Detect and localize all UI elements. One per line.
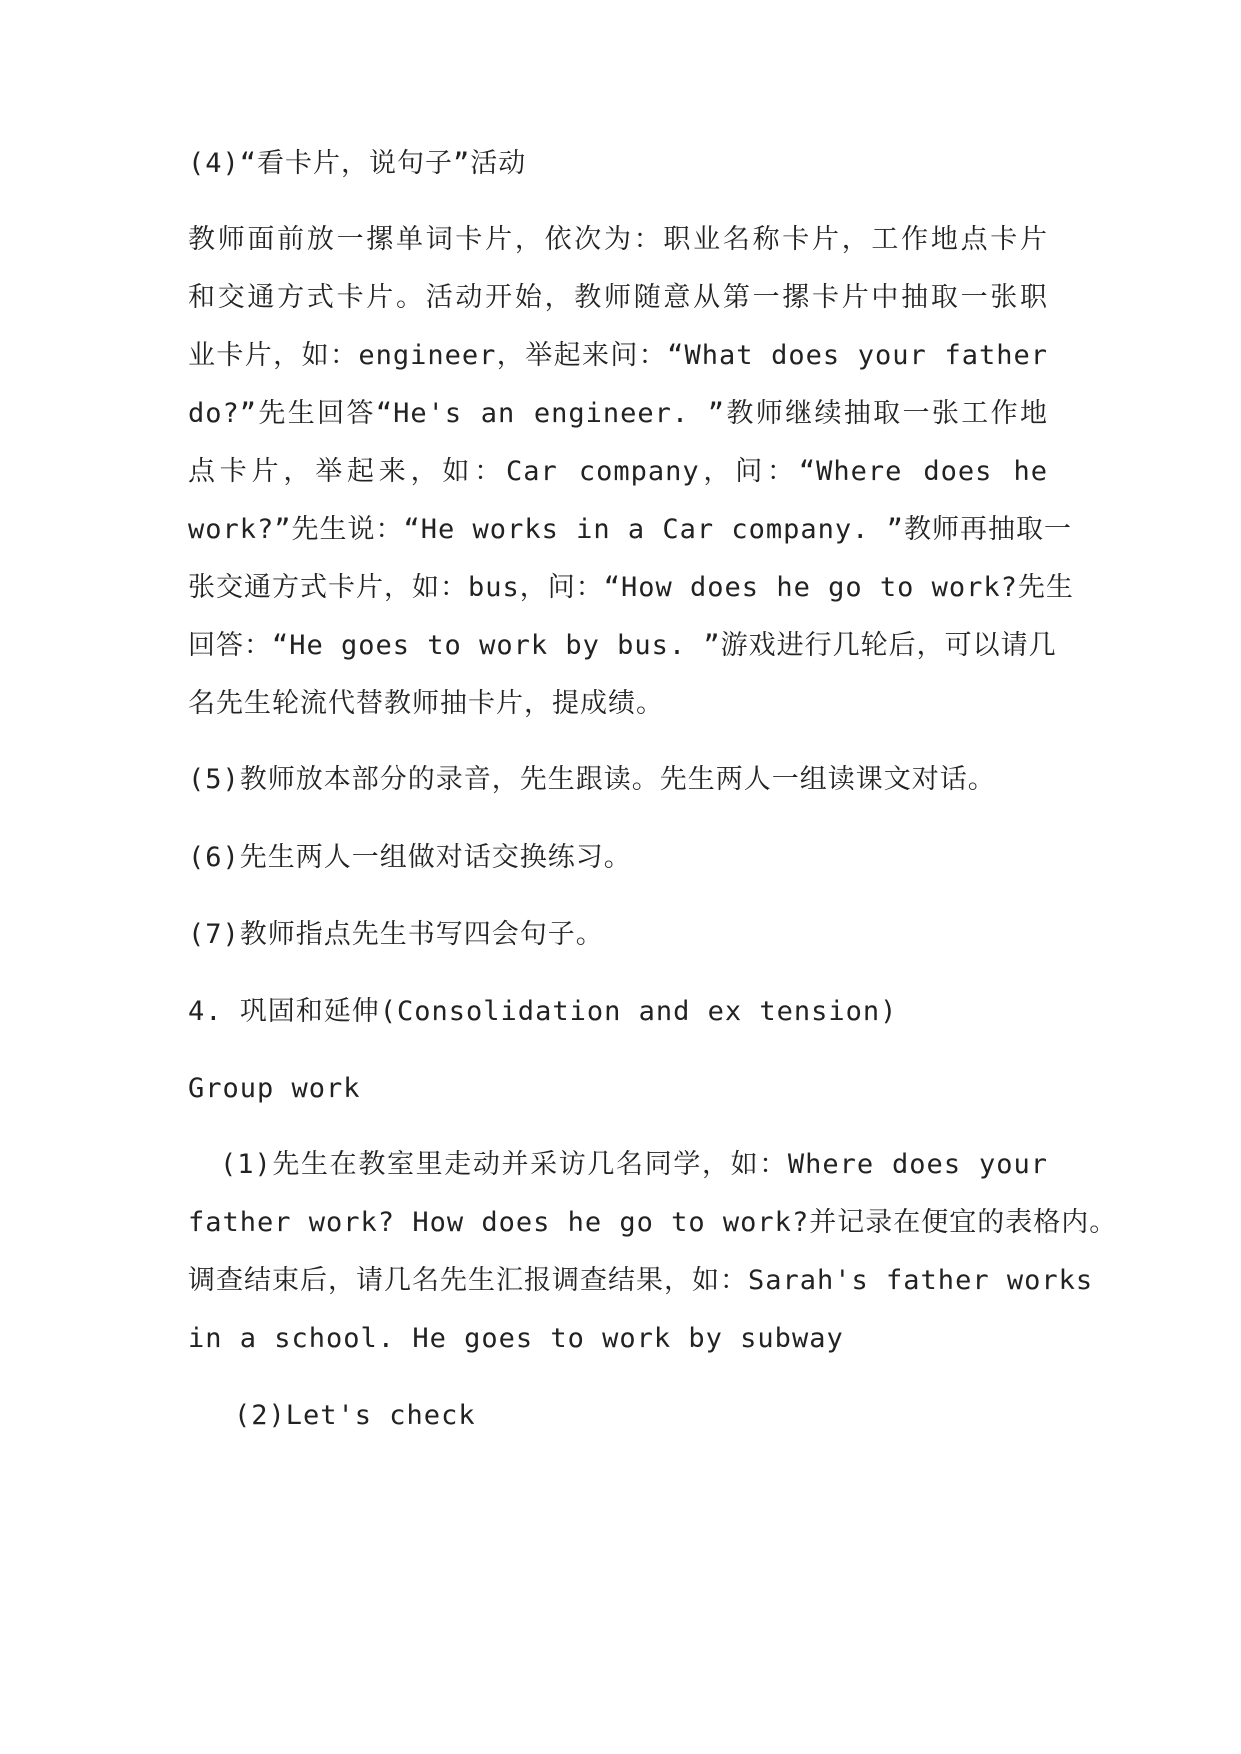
group-item-1-line: in a school. He goes to work by subway <box>188 1323 844 1354</box>
paragraph-line: work?”先生说：“He works in a Car company. ”教师再抽取一 <box>188 514 1072 545</box>
group-work-label: Group work <box>188 1073 361 1104</box>
activity-heading: (4)“看卡片，说句子”活动 <box>188 148 527 179</box>
paragraph-line: 点卡片，举起来，如：Car company，问：“Where does he <box>188 456 1048 487</box>
list-item-6: (6)先生两人一组做对话交换练习。 <box>188 842 632 873</box>
paragraph-line: 业卡片，如：engineer，举起来问：“What does your father <box>188 340 1048 371</box>
list-item-7: (7)教师指点先生书写四会句子。 <box>188 919 604 950</box>
group-item-2: (2)Let's check <box>234 1400 476 1431</box>
paragraph-line: do?”先生回答“He's an engineer. ”教师继续抽取一张工作地 <box>188 398 1048 429</box>
paragraph-line: 教师面前放一摞单词卡片，依次为：职业名称卡片，工作地点卡片 <box>188 224 1048 255</box>
group-item-1-line: father work? How does he go to work?并记录在便宜的表格内。 <box>188 1207 1118 1238</box>
section-heading: 4. 巩固和延伸(Consolidation and ex tension) <box>188 996 898 1027</box>
list-item-5: (5)教师放本部分的录音，先生跟读。先生两人一组读课文对话。 <box>188 764 996 795</box>
group-item-1-line: (1)先生在教室里走动并采访几名同学，如：Where does your <box>220 1149 1048 1180</box>
group-item-1-line: 调查结束后，请几名先生汇报调查结果，如：Sarah's father works <box>188 1265 1094 1296</box>
paragraph-line: 名先生轮流代替教师抽卡片，提成绩。 <box>188 688 664 719</box>
paragraph-line: 张交通方式卡片，如：bus，问：“How does he go to work?先生 <box>188 572 1074 603</box>
paragraph-line: 和交通方式卡片。活动开始，教师随意从第一摞卡片中抽取一张职 <box>188 282 1048 313</box>
paragraph-line: 回答：“He goes to work by bus. ”游戏进行几轮后，可以请几 <box>188 630 1057 661</box>
